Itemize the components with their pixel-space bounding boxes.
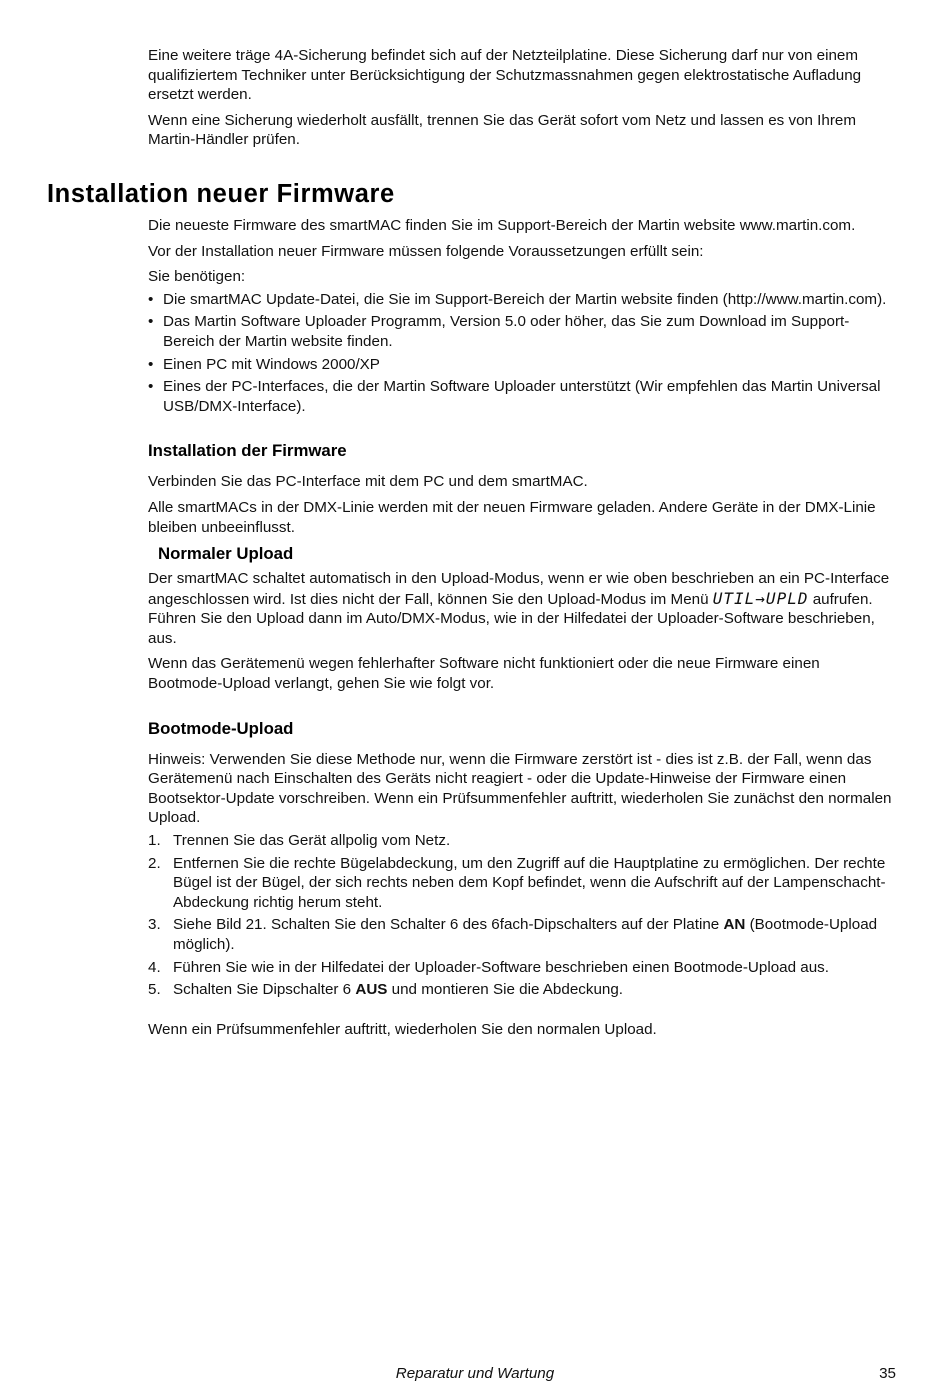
bootmode-heading: Bootmode-Upload [148,718,294,738]
list-item: • Das Martin Software Uploader Programm, Version 5.0 oder höher, das Sie zum Download im Support-Bereich der Martin website finden. [148,312,898,351]
step-text-before: Siehe Bild 21. Schalten Sie den Schalter 6 des 6fach-Dipschalters auf der Platine [173,916,724,934]
list-item [148,831,898,851]
page-content [47,46,898,1045]
list-item [148,958,898,978]
bootmode-note-paragraph: Hinweis: Verwenden Sie diese Methode nur, wenn die Firmware zerstört ist - dies ist z.B. der Fall, wenn das Gerätemenü nach Einschalten des Geräts nicht reagiert - oder die Update-Hinweise der Firmware einen Bootsektor-Update vorschreiben. Wenn ein Prüfsummenfehler auftritt, wiederholen Sie zunächst den normalen Upload. [148,750,892,827]
normal-upload-heading: Normaler Upload [158,544,294,564]
list-item [148,915,898,954]
normal-upload-text-after: aufrufen. Führen Sie den Upload dann im Auto/DMX-Modus, wie in der Hilfedatei der Uploader-Software beschrieben, aus. [148,590,875,647]
install-dmx-paragraph: Alle smartMACs in der DMX-Linie werden mit der neuen Firmware geladen. Andere Geräte in der DMX-Linie bleiben unbeeinflusst. [148,498,876,536]
footer-chapter-title: Reparatur und Wartung [395,1365,555,1382]
list-item: • Eines der PC-Interfaces, die der Martin Software Uploader unterstützt (Wir empfehlen das Martin Universal USB/DMX-Interface). [148,377,898,416]
step-text-bold: AUS [355,981,388,999]
step-text: Führen Sie wie in der Hilfedatei der Uploader-Software beschrieben einen Bootmode-Upload aus. [173,958,829,976]
list-item [148,854,898,913]
install-subheading: Installation der Firmware [148,441,347,461]
bootmode-final-paragraph: Wenn ein Prüfsummenfehler auftritt, wiederholen Sie den normalen Upload. [148,1020,657,1038]
intro-paragraph-fuse: Eine weitere träge 4A-Sicherung befindet sich auf der Netzteilplatine. Diese Sicherung darf nur von einem qualifiziertem Techniker unter Berücksichtigung der Schutzmassnahmen gegen elektrostatische Aufladung ersetzt werden. [148,47,862,104]
step-text-after: und montieren Sie die Abdeckung. [387,981,624,999]
step-number: 4. [148,958,161,976]
normal-upload-text-before: Der smartMAC schaltet automatisch in den Upload-Modus, wenn er wie oben beschrieben an ein PC-Interface angeschlossen wird. Ist dies nicht der Fall, können Sie den Upload-Modus im Menü [148,570,890,608]
prerequisites-paragraph: Vor der Installation neuer Firmware müssen folgende Voraussetzungen erfüllt sein: [148,242,704,260]
requirements-list [148,290,898,417]
step-text-after: (Bootmode-Upload möglich). [173,916,878,953]
list-item: • Einen PC mit Windows 2000/XP [148,355,898,375]
menu-path-display: UTIL→UPLD [712,588,809,608]
step-text-bold: AN [723,916,746,934]
bootmode-steps [148,831,898,1000]
firmware-location-paragraph: Die neueste Firmware des smartMAC finden Sie im Support-Bereich der Martin website www.martin.com. [148,216,856,234]
intro-paragraph-repeated-failure: Wenn eine Sicherung wiederholt ausfällt, trennen Sie das Gerät sofort vom Netz und lassen es von Ihrem Martin-Händler prüfen. [148,111,857,149]
step-text: Trennen Sie das Gerät allpolig vom Netz. [173,832,451,850]
step-number: 3. [148,916,161,934]
list-item [148,980,898,1000]
you-need-label: Sie benötigen: [148,268,246,286]
normal-upload-fallback-paragraph: Wenn das Gerätemenü wegen fehlerhafter Software nicht funktioniert oder die neue Firmware einen Bootmode-Upload verlangt, gehen Sie wie folgt vor. [148,655,820,693]
step-text-before: Schalten Sie Dipschalter 6 [173,981,356,999]
install-connect-paragraph: Verbinden Sie das PC-Interface mit dem PC und dem smartMAC. [148,473,588,491]
step-text: Entfernen Sie die rechte Bügelabdeckung, um den Zugriff auf die Hauptplatine zu ermöglichen. Der rechte Bügel ist der Bügel, der sich rechts neben dem Kopf befindet, wenn die Aufschrift auf der Lampenschacht-Abdeckung richtig herum steht. [173,854,886,911]
spacer [148,1006,898,1020]
step-number: 5. [148,981,161,999]
normal-upload-paragraph [148,569,898,648]
step-number: 2. [148,854,161,872]
page-number: 35 [879,1365,896,1382]
list-item: • Die smartMAC Update-Datei, die Sie im Support-Bereich der Martin website finden (http://www.martin.com). [148,290,898,310]
section-title: Installation neuer Firmware [47,179,395,208]
step-number: 1. [148,832,161,850]
